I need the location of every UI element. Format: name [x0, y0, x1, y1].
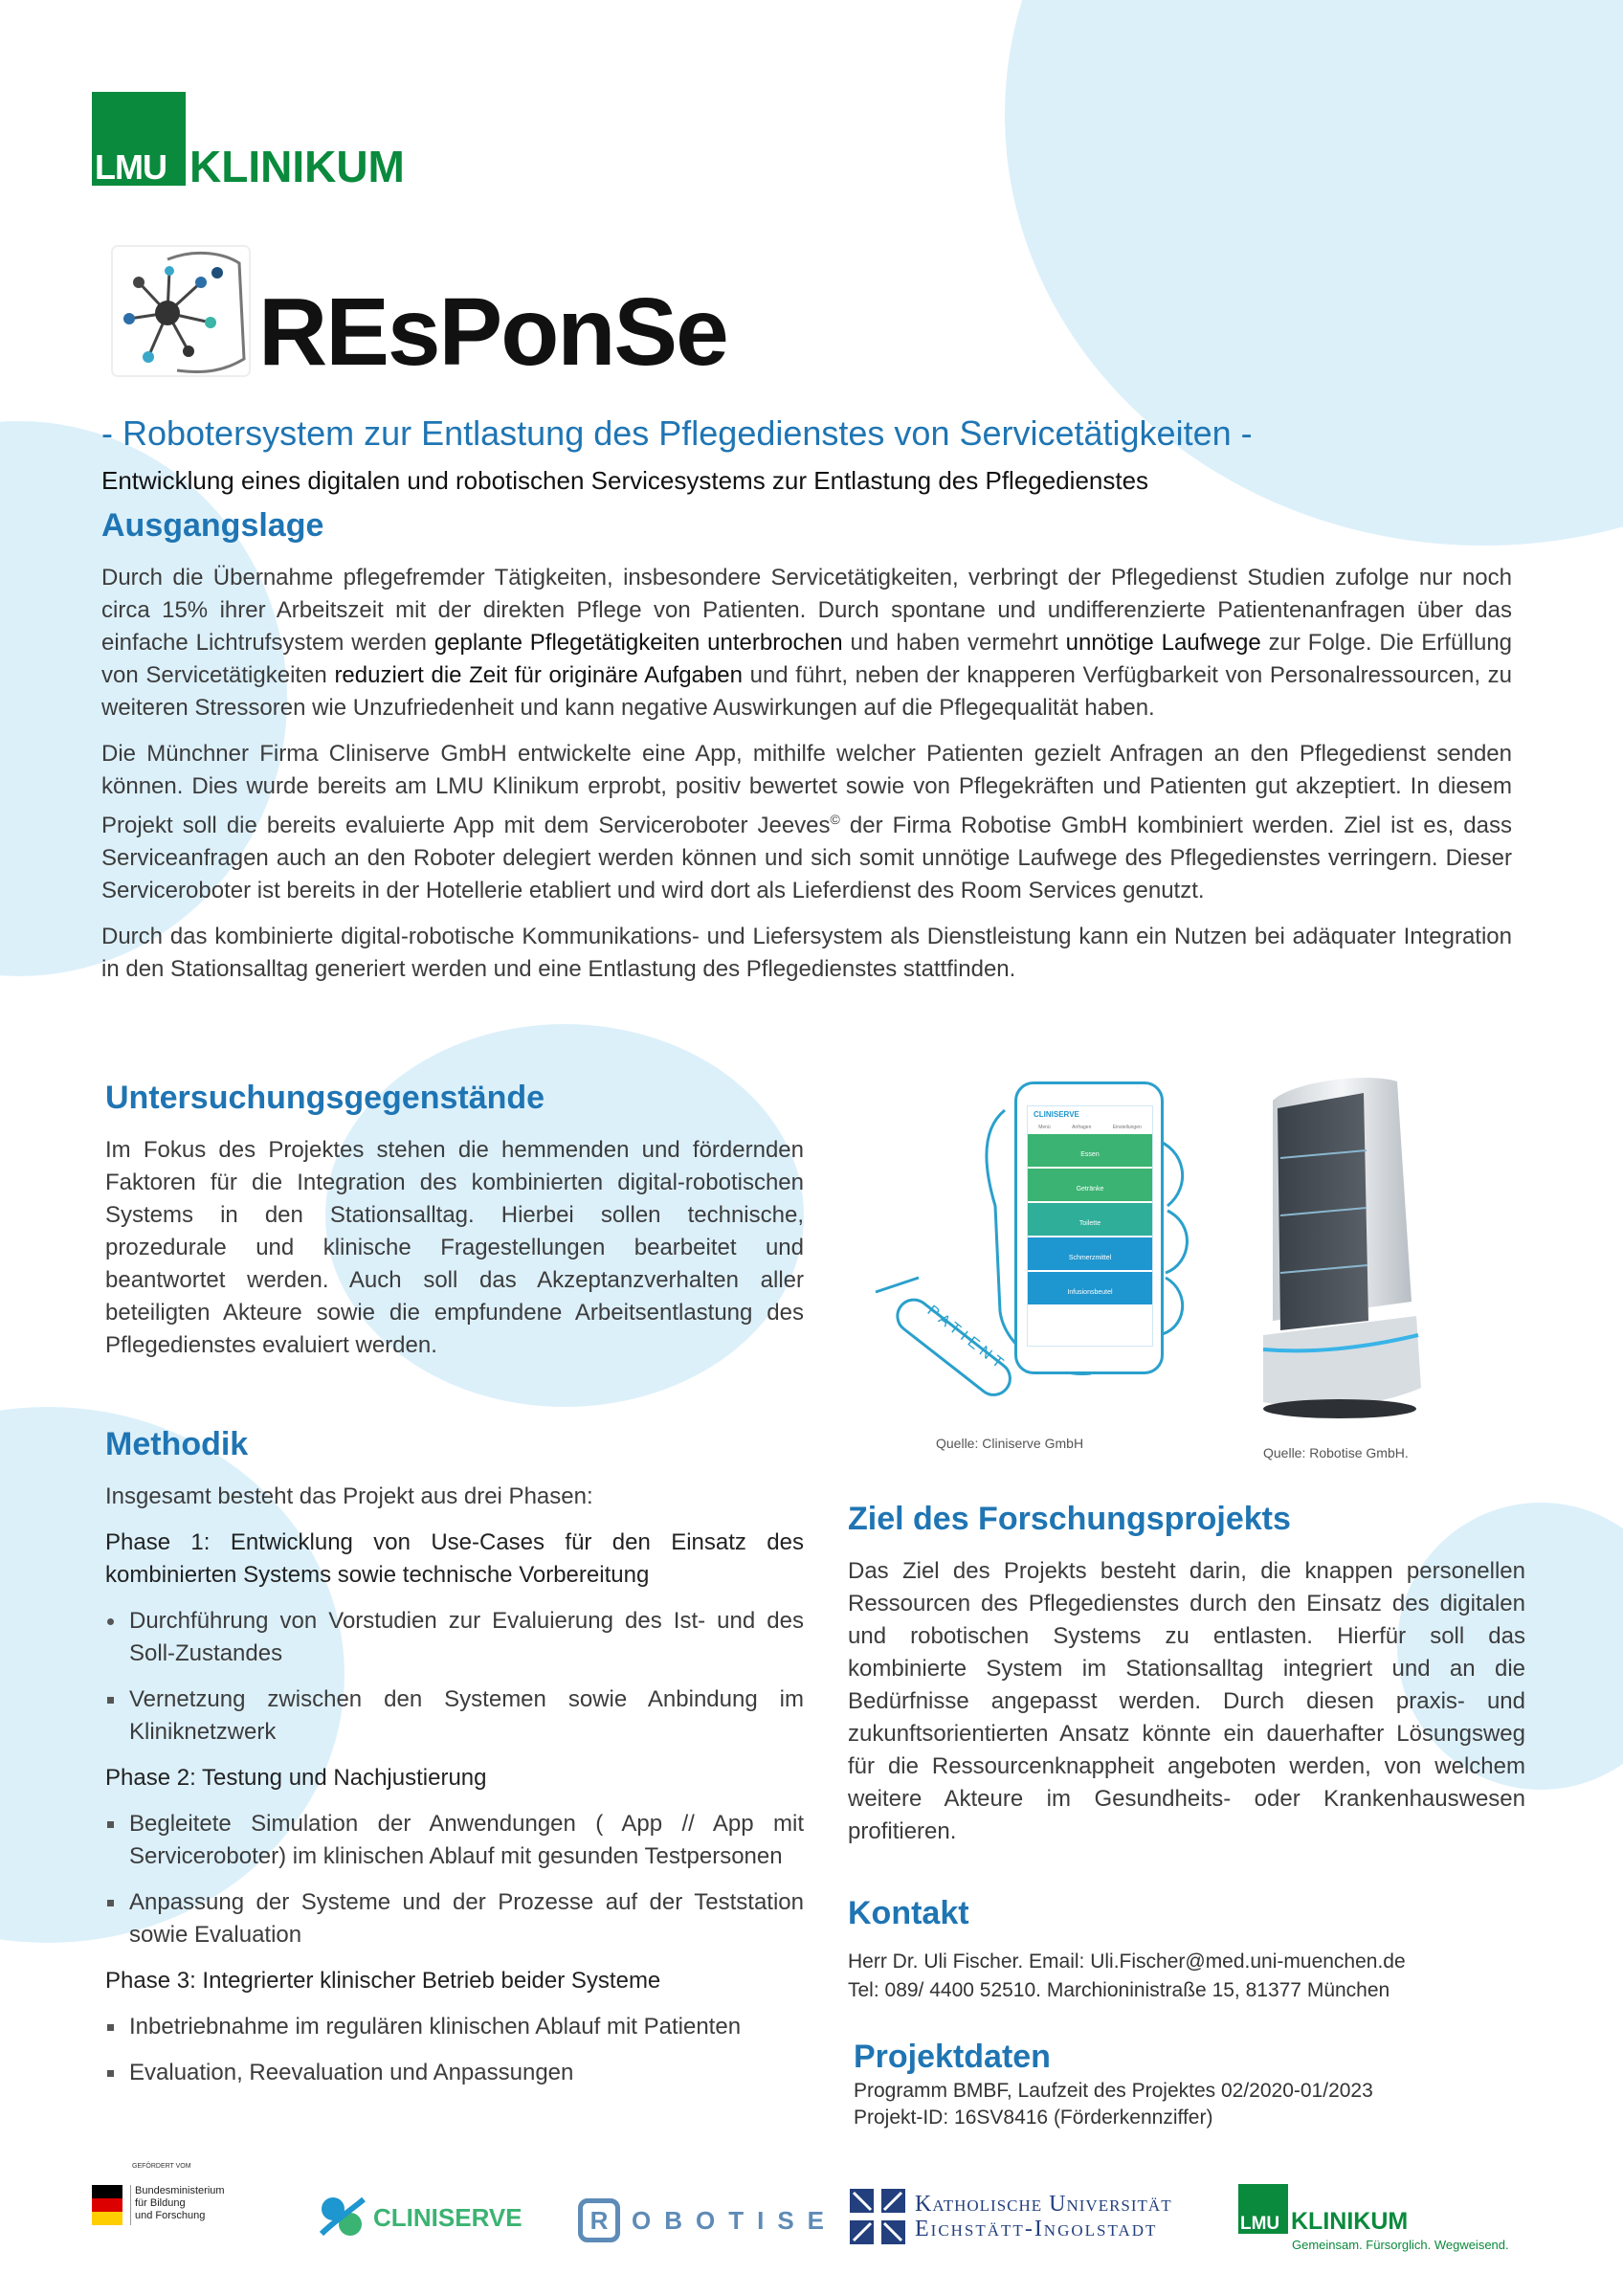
phone-item-getraenke[interactable]: Getränke [1028, 1169, 1152, 1201]
phase-3-item: Evaluation, Reevaluation und Anpassungen [105, 2057, 804, 2089]
ausgangslage-p1-highlight-1: geplante Pflegetätigkeiten unterbrochen [434, 630, 843, 656]
ku-line-2: Eichstätt-Ingolstadt [915, 2217, 1158, 2241]
ausgangslage-paragraph-3: Durch das kombinierte digital-robotische Kommunikations- und Liefersystem als Dienstleistung kann ein Nutzen bei adäquater Integration in den Stationsalltag generiert werden und eine Entlastung des Pflegedienstes stattfinden. [101, 924, 1512, 982]
ausgangslage-section [101, 507, 1512, 986]
methodik-phase-2: Phase 2: Testung und Nachjustierung [105, 1765, 487, 1791]
lmu-logo-box-text: LMU [95, 147, 167, 187]
methodik-heading: Methodik [105, 1426, 249, 1462]
cliniserve-logo [316, 2192, 522, 2243]
bmbf-line: Bundesministerium [135, 2185, 225, 2196]
cliniserve-swirl-icon [316, 2192, 369, 2243]
kontakt-heading: Kontakt [848, 1895, 969, 1931]
ausgangslage-p1-highlight-2: unnötige Laufwege [1065, 630, 1261, 656]
methodik-section [105, 1426, 804, 2103]
lmu-klinikum-footer-logo [1238, 2184, 1525, 2251]
robotise-r-letter: R [589, 2205, 609, 2235]
projektdaten-line-1: Programm BMBF, Laufzeit des Projektes 02/2020-01/2023 [854, 2080, 1373, 2102]
phase-2-list [105, 1808, 804, 1951]
kontakt-section [848, 1895, 1537, 2005]
methodik-phase-3: Phase 3: Integrierter klinischer Betrieb beider Systeme [105, 1968, 661, 1994]
phone-frame [1014, 1081, 1164, 1374]
bmbf-line: und Forschung [135, 2210, 206, 2221]
lmu-logo-text: KLINIKUM [189, 142, 405, 191]
ku-eichstaett-logo [850, 2188, 1172, 2245]
projektdaten-section [854, 2039, 1543, 2131]
methodik-intro: Insgesamt besteht das Projekt aus drei Phasen: [105, 1483, 593, 1509]
federal-eagle-icon [92, 2185, 122, 2225]
phase-3-list [105, 2011, 804, 2089]
lmu-logo-box [92, 92, 186, 186]
phone-item-schmerzmittel[interactable]: Schmerzmittel [1028, 1237, 1152, 1270]
caption-cliniserve: Quelle: Cliniserve GmbH [936, 1436, 1084, 1451]
ausgangslage-paragraph-1 [101, 562, 1512, 724]
wristband-label: PATIENT [923, 1303, 1011, 1375]
phone-brand: CLINISERVE [1034, 1110, 1079, 1119]
ausgangslage-p2-text-a: Die Münchner Firma Cliniserve GmbH entwickelte eine App, mithilfe welcher Patienten gezielt Anfragen an den Pflegedienst senden können. Dies wurde bereits am LMU Klinikum erprobt, positiv bewertet sowie von Pflegekräften und Patienten gut akzeptiert. In diesem Projekt soll die bereits evaluierte App mit dem Serviceroboter Jeeves [101, 741, 1512, 838]
ausgangslage-paragraph-2 [101, 738, 1512, 907]
ausgangslage-p1-text-d: und führt, neben der knapperen Verfügbarkeit von Personalressourcen, zu weiteren Stressoren wie Unzufriedenheit und kann negative Auswirkungen auf die Pflegequalität haben. [101, 662, 1512, 721]
page-title: REsPonSe [258, 279, 727, 386]
ausgangslage-heading: Ausgangslage [101, 507, 324, 544]
ausgangslage-p2-text-b: der Firma Robotise GmbH kombiniert werden. Ziel ist es, dass Serviceanfragen auch an den Roboter delegiert werden können und sich somit unnötige Laufwege des Pflegedienstes verringern. Dieser Serviceroboter ist bereits in der Hotellerie etabliert und wird dort als Lieferdienst des Room Services genutzt. [101, 813, 1512, 903]
kontakt-line-1: Herr Dr. Uli Fischer. Email: Uli.Fischer@med.uni-muenchen.de [848, 1950, 1406, 1973]
bmbf-small-text: GEFÖRDERT VOM [132, 2163, 191, 2170]
bmbf-line: für Bildung [135, 2197, 186, 2209]
cliniserve-app-illustration [861, 1062, 1206, 1445]
phase-1-item: Durchführung von Vorstudien zur Evaluierung des Ist- und des Soll-Zustandes [105, 1605, 804, 1670]
phone-item-infusionsbeutel[interactable]: Infusionsbeutel [1028, 1272, 1152, 1304]
lmu-footer-text: KLINIKUM [1291, 2208, 1409, 2235]
ausgangslage-p1-text-a: Durch die Übernahme pflegefremder Tätigkeiten, insbesondere Servicetätigkeiten, verbringt der Pflegedienst Studien zufolge nur noch circa 15% ihrer Arbeitszeit mit der direkten Pflege von Patienten. Durch spontane und undifferenzierte Patientenanfragen über das einfache Lichtrufsystem werden [101, 565, 1512, 656]
ausgangslage-p1-text-c: zur Folge. Die Erfüllung von Servicetätigkeiten [101, 630, 1513, 688]
untersuchung-text: Im Fokus des Projektes stehen die hemmenden und fördernden Faktoren für die Integration des kombinierten digital-robotischen Systems in den Stationsalltag. Hierbei sollen technische, prozedurale und klinische Fragestellungen bearbeitet und beantwortet werden. Auch soll das Akzeptanzverhalten aller beteiligten Akteure sowie die empfundene Arbeitsentlastung des Pflegedienstes evaluiert werden. [105, 1137, 804, 1358]
phase-2-item: Anpassung der Systeme und der Prozesse auf der Teststation sowie Evaluation [105, 1886, 804, 1951]
phone-item-toilette[interactable]: Toilette [1028, 1203, 1152, 1236]
lmu-footer-slogan: Gemeinsam. Fürsorglich. Wegweisend. [1292, 2238, 1509, 2252]
lmu-footer-box-text: LMU [1240, 2214, 1280, 2234]
phone-item-essen[interactable]: Essen [1028, 1134, 1152, 1167]
page-subtitle: - Robotersystem zur Entlastung des Pflegedienstes von Servicetätigkeiten - [101, 413, 1253, 453]
caption-robotise: Quelle: Robotise GmbH. [1263, 1445, 1409, 1460]
ku-line-1: Katholische Universität [915, 2192, 1172, 2217]
ziel-section [848, 1501, 1525, 1848]
ausgangslage-p1-text-b: und haben vermehrt [842, 630, 1066, 656]
phone-tab-1[interactable]: Menü [1038, 1125, 1051, 1130]
methodik-phase-1: Phase 1: Entwicklung von Use-Cases für den Einsatz des kombinierten Systems sowie technische Vorbereitung [105, 1529, 804, 1588]
phase-3-item: Inbetriebnahme im regulären klinischen Ablauf mit Patienten [105, 2011, 804, 2043]
phone-tab-2[interactable]: Anfragen [1072, 1125, 1092, 1130]
bg-circle-top-right [1005, 0, 1623, 546]
untersuchung-heading: Untersuchungsgegenstände [105, 1080, 545, 1116]
phase-1-list [105, 1605, 804, 1749]
ziel-text: Das Ziel des Projekts besteht darin, die knappen personellen Ressourcen des Pflegedienstes durch den Einsatz des digitalen und robotischen Systems zu entlasten. Hierfür soll das kombinierte System im Stationsalltag integriert und an die Bedürfnisse angepasst werden. Durch diesen praxis- und zukunftsorientierten Ansatz könnte ein dauerhafter Lösungsweg für die Ressourcenknappheit angeboten werden, von welchem weitere Akteure im Gesundheits- oder Krankenhauswesen profitieren. [848, 1558, 1525, 1844]
jeeves-robot-illustration [1234, 1062, 1426, 1436]
projektdaten-line-2: Projekt-ID: 16SV8416 (Förderkennziffer) [854, 2107, 1213, 2129]
response-network-icon [110, 244, 252, 378]
ausgangslage-p1-highlight-3: reduziert die Zeit für originäre Aufgaben [334, 662, 743, 688]
phase-2-item: Begleitete Simulation der Anwendungen ( App // App mit Serviceroboter) im klinischen Ablauf mit gesunden Testpersonen [105, 1808, 804, 1873]
phase-1-item: Vernetzung zwischen den Systemen sowie Anbindung im Kliniknetzwerk [105, 1683, 804, 1749]
robotise-logo [578, 2196, 837, 2244]
cliniserve-logo-text: CLINISERVE [373, 2202, 522, 2232]
robotise-r-badge [578, 2198, 620, 2242]
robotise-logo-text: OBOTISE [632, 2205, 838, 2235]
projektdaten-heading: Projektdaten [854, 2039, 1051, 2075]
lmu-klinikum-logo [92, 92, 405, 191]
kontakt-line-2: Tel: 089/ 4400 52510. Marchioninistraße 15, 81377 München [848, 1979, 1390, 2001]
ziel-heading: Ziel des Forschungsprojekts [848, 1501, 1291, 1537]
untersuchung-section [105, 1080, 804, 1362]
phone-screen [1027, 1105, 1153, 1347]
copyright-mark: © [830, 812, 840, 827]
phone-tabs [1028, 1123, 1152, 1134]
ku-cross-icon [850, 2189, 905, 2244]
lmu-footer-box [1238, 2184, 1288, 2234]
bmbf-logo [92, 2163, 255, 2240]
phone-tab-3[interactable]: Einstellungen [1112, 1125, 1142, 1130]
page-tagline: Entwicklung eines digitalen und robotischen Servicesystems zur Entlastung des Pflegedienstes [101, 466, 1149, 495]
